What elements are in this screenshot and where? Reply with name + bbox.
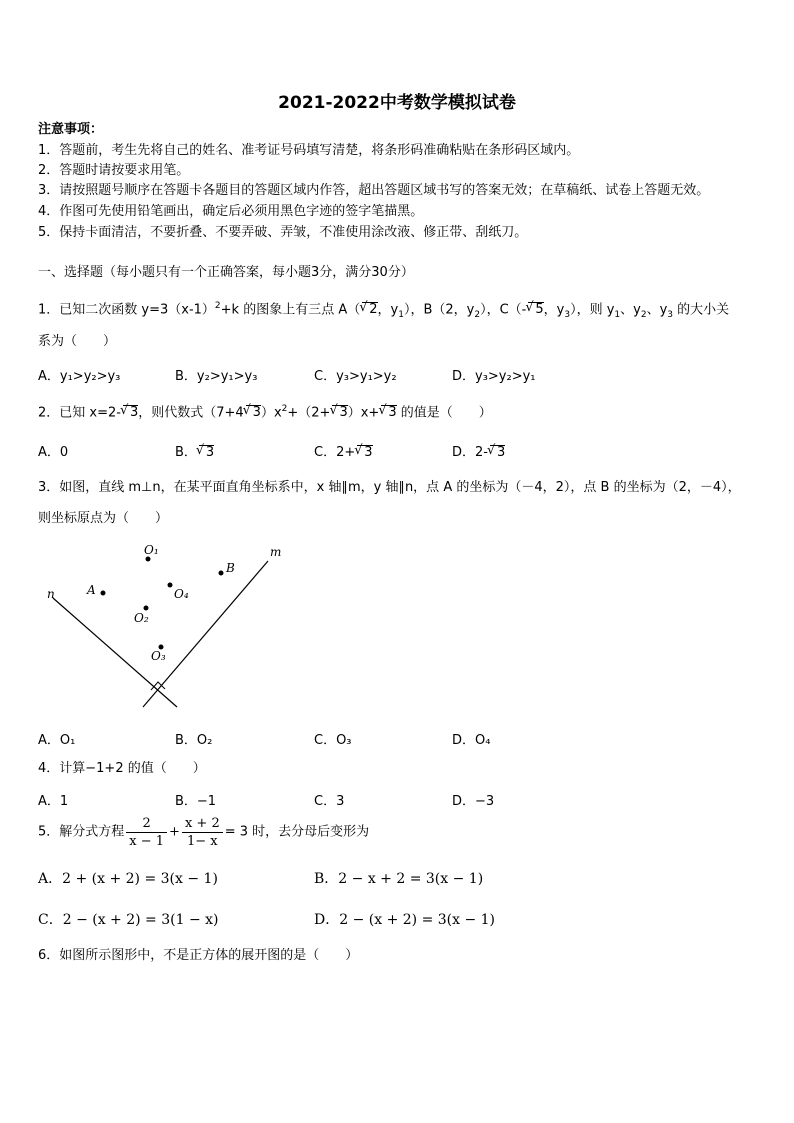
q2-option-b[interactable]: B．√ 3 xyxy=(175,441,214,460)
point-b xyxy=(219,571,224,576)
label-o3: O₃ xyxy=(151,649,166,663)
question-1-line-1: 1．已知二次函数 $y=3(x-1)^2+k$ 的图象上有三点 A（√ 2，$y_1$），B（2，$y_2$），C（-√ 5，$y_3$），则 $y_1$、$y_2$、$y_3$ 的大小关 xyxy=(38,296,729,325)
point-a xyxy=(101,591,106,596)
q5-option-d[interactable]: D．2 − (x + 2) = 3(x − 1) xyxy=(314,912,496,928)
q3-option-d[interactable]: D．O₄ xyxy=(452,733,491,748)
point-o4 xyxy=(168,583,173,588)
notice-item-5: 5．保持卡面清洁，不要折叠、不要弄破、弄皱，不准使用涂改液、修正带、刮纸刀。 xyxy=(38,225,528,240)
label-n: n xyxy=(47,587,55,601)
label-b: B xyxy=(226,561,235,575)
notice-item-1: 1．答题前，考生先将自己的姓名、准考证号码填写清楚，将条形码准确粘贴在条形码区域内。 xyxy=(38,143,580,158)
point-o1 xyxy=(146,557,151,562)
notice-heading: 注意事项： xyxy=(38,122,104,137)
q2-option-a[interactable]: A．0 xyxy=(38,445,69,460)
fraction-2: $\frac{x + 2}{1- x}$ xyxy=(182,815,223,850)
q5-option-b[interactable]: B．2 − x + 2 = 3(x − 1) xyxy=(314,871,484,887)
q4-option-d[interactable]: D．−3 xyxy=(452,794,495,809)
coordinate-figure xyxy=(0,535,320,715)
question-4: 4．计算−1+2 的值（ ） xyxy=(38,761,206,776)
question-3-line-2: 则坐标原点为（ ） xyxy=(38,511,169,526)
label-o2: O₂ xyxy=(134,611,149,625)
q2-option-d[interactable]: D．2-√ 3 xyxy=(452,441,505,460)
question-6: 6．如图所示图形中，不是正方体的展开图的是（ ） xyxy=(38,948,359,963)
q3-option-b[interactable]: B．O₂ xyxy=(175,733,213,748)
q4-option-b[interactable]: B．−1 xyxy=(175,794,217,809)
label-o4: O₄ xyxy=(174,587,189,601)
notice-item-2: 2．答题时请按要求用笔。 xyxy=(38,163,190,178)
q1-option-b[interactable]: B．y₂>y₁>y₃ xyxy=(175,369,258,384)
q3-option-a[interactable]: A．O₁ xyxy=(38,733,76,748)
point-o2 xyxy=(144,606,149,611)
q4-option-a[interactable]: A．1 xyxy=(38,794,69,809)
q3-option-c[interactable]: C．O₃ xyxy=(314,733,352,748)
notice-item-3: 3．请按照题号顺序在答题卡各题目的答题区域内作答，超出答题区域书写的答案无效；在草稿纸、试卷上答题无效。 xyxy=(38,183,710,198)
question-3-line-1: 3．如图，直线 m⊥n，在某平面直角坐标系中，x 轴∥m，y 轴∥n，点 A 的坐标为（－4，2），点 B 的坐标为（2，－4）， xyxy=(38,480,741,495)
q2-option-c[interactable]: C．2+√ 3 xyxy=(314,441,373,460)
q4-option-c[interactable]: C．3 xyxy=(314,794,345,809)
section-heading: 一、选择题（每小题只有一个正确答案，每小题3分，满分30分） xyxy=(38,265,414,280)
label-m: m xyxy=(270,545,282,559)
question-2: 2．已知 x=2-√ 3，则代数式（7+4√ $3)x^2+(2+√$ 3）x+√ 3 的值是（ ） xyxy=(38,399,492,423)
question-1-line-2: 系为（ ） xyxy=(38,334,117,349)
label-a: A xyxy=(87,583,96,597)
q5-option-a[interactable]: A．2 + (x + 2) = 3(x − 1) xyxy=(38,871,218,887)
q1-option-c[interactable]: C．y₃>y₁>y₂ xyxy=(314,369,397,384)
q1-option-a[interactable]: A．y₁>y₂>y₃ xyxy=(38,369,121,384)
q5-option-c[interactable]: C．2 − (x + 2) = 3(1 − x) xyxy=(38,912,219,928)
page-title: 2021-2022中考数学模拟试卷 xyxy=(278,93,516,113)
notice-item-4: 4．作图可先使用铅笔画出，确定后必须用黑色字迹的签字笔描黑。 xyxy=(38,204,424,219)
question-5: 5．解分式方程 $\frac{2}{x - 1}$ + $\frac{x + 2}{1- x}$ = 3 时，去分母后变形为 xyxy=(38,816,370,849)
fraction-1: $\frac{2}{x - 1}$ xyxy=(126,815,167,850)
label-o1: O₁ xyxy=(144,543,159,557)
q1-option-d[interactable]: D．y₃>y₂>y₁ xyxy=(452,369,536,384)
